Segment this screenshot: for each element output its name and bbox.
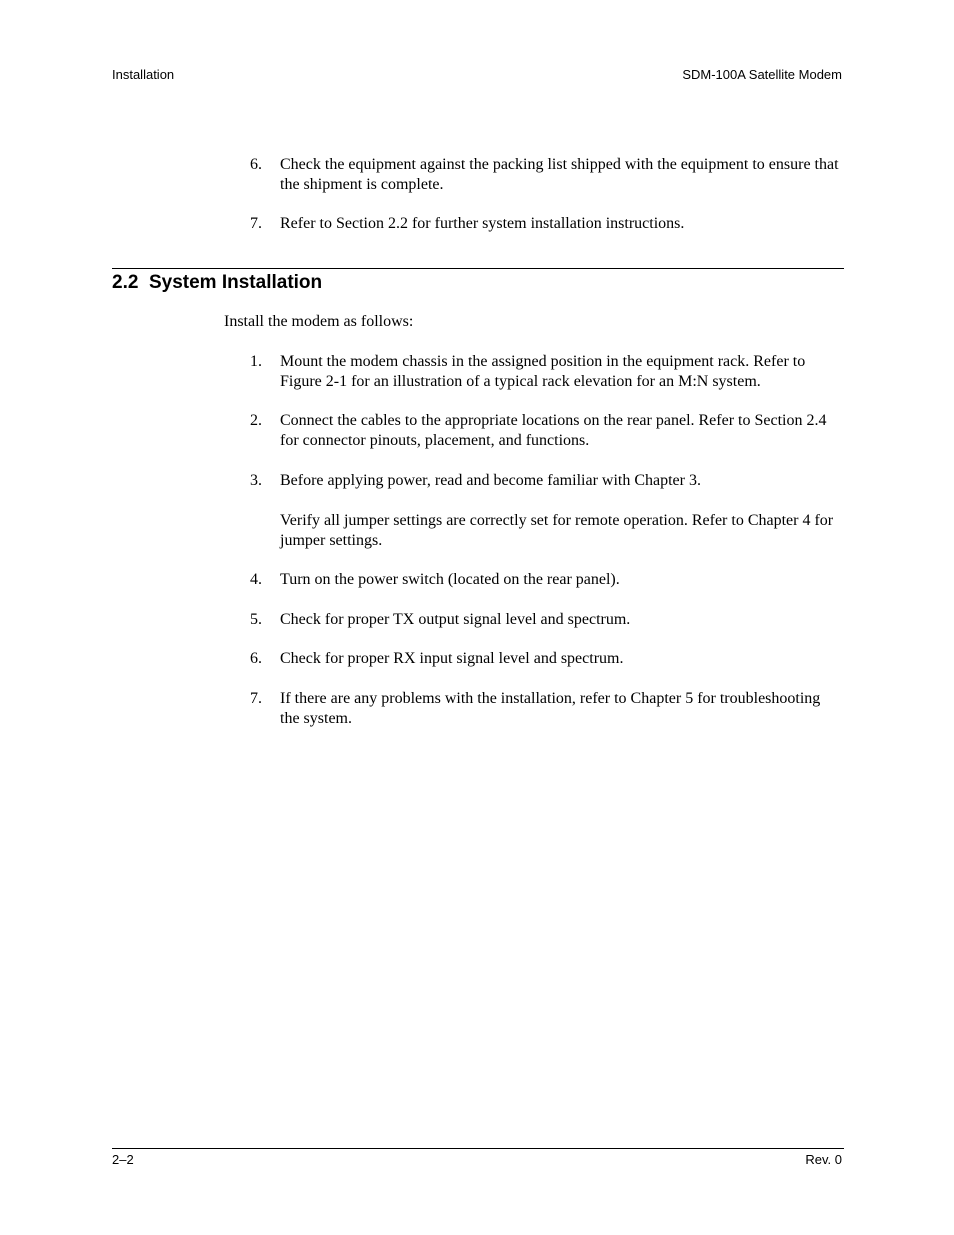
list-item-number: 5.	[250, 611, 262, 628]
list-item	[250, 649, 840, 669]
revision-label: Rev. 0	[805, 1152, 842, 1167]
list-item	[250, 411, 840, 451]
list-item	[250, 155, 840, 195]
section-intro: Install the modem as follows:	[224, 313, 414, 330]
list-item-text: Connect the cables to the appropriate locations on the rear panel. Refer to Section 2.4 for connector pinouts, placement, and functions.	[280, 412, 827, 449]
list-item-number: 6.	[250, 650, 262, 667]
list-item-text: Before applying power, read and become familiar with Chapter 3.	[280, 472, 701, 489]
list-item-text: Refer to Section 2.2 for further system installation instructions.	[280, 215, 685, 232]
list-item-number: 4.	[250, 571, 262, 588]
list-item	[250, 689, 840, 729]
page-number: 2–2	[112, 1152, 134, 1167]
list-item-number: 3.	[250, 472, 262, 489]
list-item-text: If there are any problems with the installation, refer to Chapter 5 for troubleshooting the system.	[280, 690, 821, 727]
list-item-number: 7.	[250, 215, 262, 232]
list-item-note: Verify all jumper settings are correctly set for remote operation. Refer to Chapter 4 for jumper settings.	[280, 512, 834, 549]
list-item-number: 1.	[250, 353, 262, 370]
list-item	[250, 570, 840, 590]
running-header-right: SDM-100A Satellite Modem	[682, 67, 842, 82]
section-divider	[112, 268, 844, 269]
list-item	[250, 214, 840, 234]
list-item-text: Check for proper TX output signal level and spectrum.	[280, 611, 631, 628]
list-item	[250, 471, 840, 551]
list-item-text: Mount the modem chassis in the assigned position in the equipment rack. Refer to Figure 2-1 for an illustration of a typical rack elevation for an M:N system.	[280, 353, 806, 390]
list-item-number: 7.	[250, 690, 262, 707]
running-header-left: Installation	[112, 67, 175, 82]
list-item-text: Check for proper RX input signal level and spectrum.	[280, 650, 624, 667]
list-item-text: Turn on the power switch (located on the rear panel).	[280, 571, 620, 588]
list-item	[250, 352, 840, 392]
list-item-text: Check the equipment against the packing list shipped with the equipment to ensure that the shipment is complete.	[280, 156, 839, 193]
list-item-number: 6.	[250, 156, 262, 173]
section-heading: 2.2 System Installation	[112, 272, 323, 293]
list-item-number: 2.	[250, 412, 262, 429]
list-item	[250, 610, 840, 630]
footer-divider	[112, 1148, 844, 1149]
